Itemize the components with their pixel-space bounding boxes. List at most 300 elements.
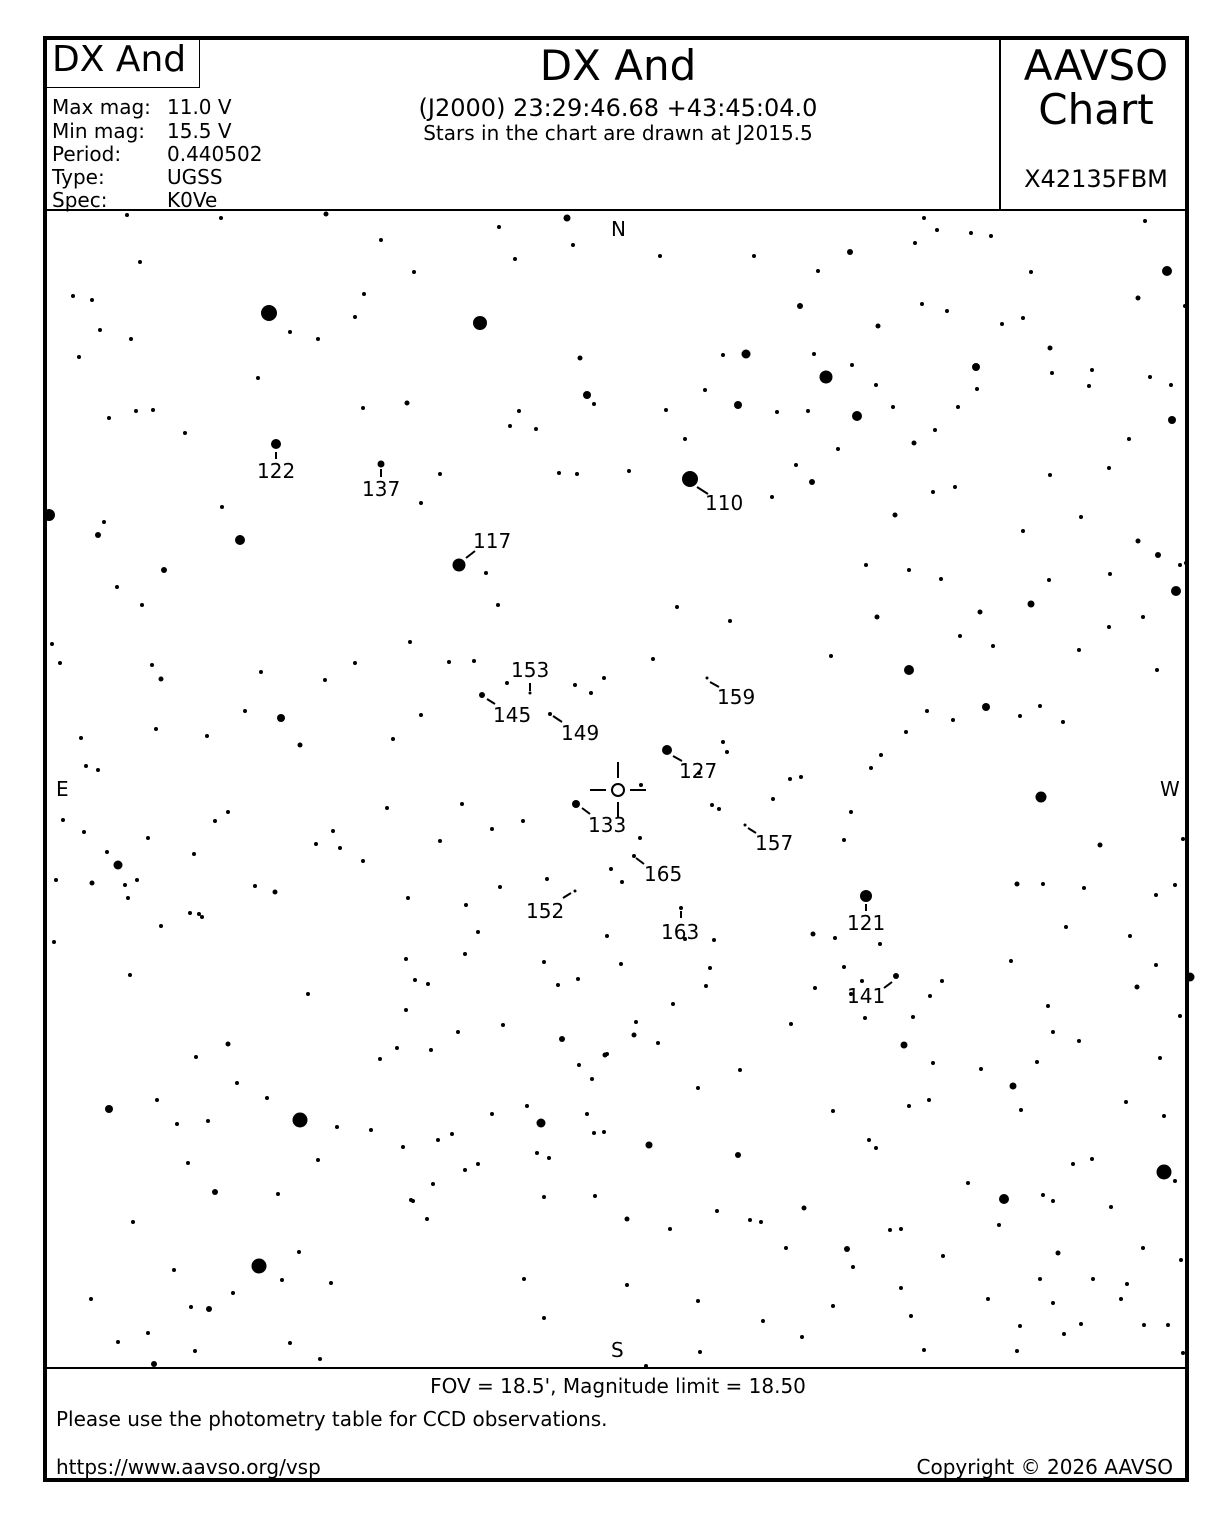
star-dot	[851, 1265, 855, 1269]
footer-note: Please use the photometry table for CCD observations.	[56, 1407, 608, 1431]
star-dot	[1035, 1060, 1039, 1064]
star-dot	[105, 850, 109, 854]
star-dot	[490, 827, 494, 831]
star-dot	[1000, 322, 1004, 326]
star-dot	[1079, 515, 1083, 519]
star-dot	[1181, 1351, 1185, 1355]
star-dot	[52, 940, 56, 944]
star-dot	[907, 568, 911, 572]
star-dot	[800, 1335, 804, 1339]
star-dot	[646, 1142, 653, 1149]
star-dot	[806, 409, 810, 413]
comparison-star-label: 121	[847, 911, 886, 935]
star-dot	[893, 513, 898, 518]
star-name: DX And	[52, 39, 187, 80]
star-dot	[1181, 837, 1185, 841]
star-dot	[632, 1033, 637, 1038]
star-dot	[842, 838, 846, 842]
star-dot	[602, 676, 606, 680]
star-dot	[212, 1189, 218, 1195]
star-dot	[473, 316, 487, 330]
star-dot	[1143, 219, 1147, 223]
star-dot	[460, 802, 464, 806]
star-dot	[1185, 241, 1189, 245]
star-dot	[696, 1299, 700, 1303]
star-dot	[708, 966, 712, 970]
star-dot	[256, 376, 260, 380]
star-dot	[125, 213, 129, 217]
star-dot	[1019, 1108, 1023, 1112]
star-dot	[1155, 552, 1161, 558]
star-dot	[809, 479, 815, 485]
star-dot	[1173, 883, 1177, 887]
star-dot	[734, 401, 742, 409]
star-dot	[140, 603, 144, 607]
star-dot	[194, 1055, 198, 1059]
star-dot	[1090, 368, 1094, 372]
star-dot	[656, 1041, 660, 1045]
star-dot	[1178, 563, 1182, 567]
star-dot	[271, 439, 281, 449]
star-dot	[679, 906, 683, 910]
star-dot	[498, 885, 502, 889]
star-dot	[43, 509, 55, 521]
star-dot	[1051, 1199, 1055, 1203]
star-dot	[200, 915, 204, 919]
star-dot	[1090, 1157, 1094, 1161]
star-dot	[1041, 882, 1045, 886]
star-dot	[542, 1195, 546, 1199]
star-dot	[1021, 316, 1025, 320]
star-dot	[797, 303, 803, 309]
star-dot	[253, 884, 257, 888]
star-dot	[105, 1105, 113, 1113]
star-dot	[593, 1194, 597, 1198]
star-dot	[922, 1348, 926, 1352]
star-dot	[668, 1227, 672, 1231]
star-dot	[738, 1068, 742, 1072]
star-dot	[651, 657, 655, 661]
star-dot	[909, 1314, 913, 1318]
star-dot	[306, 992, 310, 996]
star-dot	[744, 824, 747, 827]
star-dot	[1091, 1277, 1095, 1281]
star-dot	[683, 437, 687, 441]
star-dot	[1128, 934, 1132, 938]
star-dot	[966, 1181, 970, 1185]
star-dot	[338, 846, 342, 850]
star-dot	[521, 819, 525, 823]
star-dot	[1173, 1179, 1177, 1183]
star-dot	[335, 1125, 339, 1129]
star-dot	[813, 986, 817, 990]
star-dot	[928, 994, 932, 998]
star-dot	[1168, 416, 1176, 424]
chart-id: X42135FBM	[1024, 165, 1168, 193]
star-dot	[151, 1361, 157, 1367]
star-dot	[605, 1052, 609, 1056]
star-dot	[146, 836, 150, 840]
star-dot	[761, 1319, 765, 1323]
star-dot	[625, 1217, 630, 1222]
star-dot	[408, 640, 412, 644]
star-dot	[1009, 959, 1013, 963]
star-dot	[395, 1046, 399, 1050]
star-dot	[1047, 578, 1051, 582]
star-dot	[997, 1223, 1001, 1227]
star-dot	[1136, 539, 1141, 544]
star-dot	[874, 1146, 878, 1150]
comparison-labels	[257, 459, 885, 1008]
comparison-star-label: 159	[717, 685, 756, 709]
star-dot	[951, 718, 955, 722]
star-dot	[235, 1081, 239, 1085]
compass-east: E	[56, 777, 69, 801]
star-dot	[114, 861, 123, 870]
star-dot	[456, 1030, 460, 1034]
star-dot	[361, 406, 365, 410]
star-dot	[829, 654, 833, 658]
star-dot	[186, 1161, 190, 1165]
star-dot	[276, 1192, 280, 1196]
star-dot	[1038, 1277, 1042, 1281]
star-dot	[353, 661, 357, 665]
star-dot	[576, 977, 580, 981]
star-dot	[1109, 1205, 1113, 1209]
star-dot	[316, 1158, 320, 1162]
star-dot	[564, 215, 571, 222]
star-dot	[556, 983, 560, 987]
star-dot	[717, 807, 721, 811]
star-dot	[547, 1156, 551, 1160]
star-dot	[1171, 586, 1181, 596]
star-dot	[95, 532, 101, 538]
star-dot	[605, 934, 609, 938]
star-dot	[728, 619, 732, 623]
star-dot	[1028, 601, 1035, 608]
star-dot	[265, 1096, 269, 1100]
star-dot	[259, 670, 263, 674]
star-dot	[1050, 371, 1054, 375]
star-dot	[578, 356, 583, 361]
star-dot	[1056, 1251, 1061, 1256]
star-dot	[1048, 473, 1052, 477]
star-dot	[863, 1016, 867, 1020]
star-dot	[90, 298, 94, 302]
star-dot	[953, 485, 957, 489]
star-dot	[931, 490, 935, 494]
min-mag-label: Min mag:	[52, 119, 146, 143]
star-dot	[1124, 1100, 1128, 1104]
compass-south: S	[611, 1338, 624, 1362]
star-dot	[151, 408, 155, 412]
star-dot	[589, 691, 593, 695]
star-dot	[867, 1138, 871, 1142]
star-dot	[940, 979, 944, 983]
star-dot	[293, 1113, 308, 1128]
star-dot	[658, 254, 662, 258]
star-dot	[609, 867, 613, 871]
star-dot	[891, 405, 895, 409]
star-dot	[490, 1112, 494, 1116]
star-dot	[1062, 1332, 1066, 1336]
star-dot	[353, 315, 357, 319]
star-dot	[131, 1220, 135, 1224]
star-dot	[925, 709, 929, 713]
star-dot	[771, 797, 775, 801]
star-dot	[721, 353, 725, 357]
star-dot	[644, 1364, 648, 1368]
star-dot	[639, 783, 643, 787]
star-dot	[96, 768, 100, 772]
star-dot	[155, 1098, 159, 1102]
star-dot	[1119, 1297, 1123, 1301]
star-dot	[704, 984, 708, 988]
star-dot	[288, 1341, 292, 1345]
star-dot	[1029, 270, 1033, 274]
star-dot	[1169, 383, 1173, 387]
star-dot	[548, 712, 552, 716]
star-dot	[206, 1119, 210, 1123]
star-dot	[860, 979, 864, 983]
star-dot	[126, 896, 130, 900]
star-dot	[956, 405, 960, 409]
star-dot	[472, 659, 476, 663]
star-dot	[508, 424, 512, 428]
star-dot	[1162, 266, 1172, 276]
star-dot	[634, 1020, 638, 1024]
star-dot	[1021, 529, 1025, 533]
star-dot	[1142, 1323, 1146, 1327]
star-dot	[1041, 1193, 1045, 1197]
star-dot	[323, 678, 327, 682]
star-dot	[1179, 1258, 1183, 1262]
star-dot	[557, 471, 561, 475]
star-dot	[159, 677, 164, 682]
star-dot	[197, 912, 201, 916]
star-dot	[619, 962, 623, 966]
star-dot	[575, 472, 579, 476]
star-dot	[991, 644, 995, 648]
star-dot	[583, 391, 591, 399]
star-dot	[982, 703, 990, 711]
star-dot	[529, 692, 532, 695]
star-dot	[172, 1268, 176, 1272]
max-mag-value: 11.0 V	[167, 95, 232, 119]
star-dot	[419, 501, 423, 505]
comparison-star-label: 137	[362, 477, 401, 501]
star-dot	[710, 803, 714, 807]
chart-epoch-note: Stars in the chart are drawn at J2015.5	[423, 121, 813, 145]
star-dot	[1107, 625, 1111, 629]
star-dot	[907, 1104, 911, 1108]
star-dot	[1015, 1349, 1019, 1353]
star-dot	[849, 810, 853, 814]
star-dot	[50, 642, 54, 646]
footer-copyright: Copyright © 2026 AAVSO	[916, 1455, 1173, 1479]
star-dot	[625, 1283, 629, 1287]
star-dot	[453, 559, 466, 572]
star-dot	[1186, 973, 1195, 982]
compass-west: W	[1160, 777, 1180, 801]
star-dot	[1141, 1246, 1145, 1250]
star-dot	[436, 1138, 440, 1142]
star-dot	[496, 603, 500, 607]
star-dot	[438, 472, 442, 476]
star-dot	[1136, 296, 1141, 301]
star-dot	[816, 269, 820, 273]
star-dot	[989, 234, 993, 238]
star-dot	[115, 585, 119, 589]
star-dot	[675, 605, 679, 609]
star-dot	[128, 973, 132, 977]
star-dot	[277, 714, 285, 722]
star-dot	[280, 1278, 284, 1282]
star-dot	[90, 881, 95, 886]
type-label: Type:	[52, 165, 105, 189]
star-dot	[361, 859, 365, 863]
star-dot	[831, 1109, 835, 1113]
star-dot	[431, 1182, 435, 1186]
brand-chart: Chart	[1038, 85, 1154, 134]
star-dot	[61, 818, 65, 822]
star-dot	[542, 1316, 546, 1320]
brand-aavso: AAVSO	[1023, 41, 1169, 90]
target-marker	[590, 762, 646, 818]
star-dot	[1082, 886, 1086, 890]
star-dot	[426, 982, 430, 986]
star-dot	[1157, 1165, 1172, 1180]
star-dot	[450, 1132, 454, 1136]
star-dot	[243, 709, 247, 713]
star-dot	[1154, 963, 1158, 967]
star-dot	[413, 978, 417, 982]
chart-coordinates: (J2000) 23:29:46.68 +43:45:04.0	[418, 94, 818, 122]
star-dot	[775, 410, 779, 414]
star-dot	[134, 409, 138, 413]
star-dot	[1018, 714, 1022, 718]
star-dot	[135, 878, 139, 882]
star-dot	[696, 1086, 700, 1090]
star-dot	[590, 1077, 594, 1081]
star-dot	[464, 903, 468, 907]
star-dot	[572, 800, 580, 808]
star-dot	[58, 661, 62, 665]
star-dot	[842, 965, 846, 969]
star-dot	[904, 665, 914, 675]
star-dot	[1071, 1162, 1075, 1166]
star-dot	[899, 1286, 903, 1290]
star-dot	[836, 447, 840, 451]
star-dot	[497, 225, 501, 229]
star-dot	[188, 911, 192, 915]
star-dot	[183, 431, 187, 435]
star-dot	[879, 753, 883, 757]
star-dot	[986, 1297, 990, 1301]
star-dot	[479, 692, 485, 698]
comparison-leaders	[276, 452, 892, 988]
star-dot	[638, 836, 642, 840]
star-dot	[192, 852, 196, 856]
star-dot	[513, 257, 517, 261]
star-dot	[537, 1119, 546, 1128]
star-dot	[213, 819, 217, 823]
star-dot	[735, 1152, 741, 1158]
star-dot	[116, 1340, 120, 1344]
star-dot	[888, 1228, 892, 1232]
star-dot	[1135, 985, 1140, 990]
star-dot	[577, 1063, 581, 1067]
star-dot	[154, 727, 158, 731]
star-dot	[318, 1357, 322, 1361]
star-dot	[770, 495, 774, 499]
star-dot	[999, 1194, 1009, 1204]
star-dot	[226, 810, 230, 814]
star-dot	[1077, 648, 1081, 652]
star-dot	[1127, 437, 1131, 441]
star-dot	[574, 890, 577, 893]
star-dot	[1051, 1301, 1055, 1305]
star-dot	[501, 1023, 505, 1027]
star-dot	[525, 1104, 529, 1108]
star-dot	[703, 388, 707, 392]
star-dot	[419, 713, 423, 717]
star-dot	[82, 830, 86, 834]
star-dot	[759, 1220, 763, 1224]
star-dot	[1064, 925, 1068, 929]
star-dot	[1018, 1324, 1022, 1328]
star-dot	[664, 408, 668, 412]
footer-url[interactable]: https://www.aavso.org/vsp	[56, 1455, 321, 1479]
period-label: Period:	[52, 142, 122, 166]
comparison-star-label: 165	[644, 862, 683, 886]
star-dot	[159, 924, 163, 928]
star-dot	[1154, 893, 1158, 897]
star-dot	[969, 231, 973, 235]
star-dot	[874, 383, 878, 387]
comparison-star-label: 122	[257, 459, 296, 483]
star-dot	[573, 683, 577, 687]
star-dot	[833, 936, 837, 940]
star-dot	[412, 270, 416, 274]
star-dot	[235, 535, 245, 545]
star-dot	[911, 1015, 915, 1019]
star-dot	[662, 745, 672, 755]
star-dot	[671, 1002, 675, 1006]
star-dot	[571, 243, 575, 247]
star-dot	[931, 1061, 935, 1065]
star-dot	[231, 1291, 235, 1295]
star-dot	[391, 737, 395, 741]
star-dot	[1048, 346, 1053, 351]
star-dot	[205, 734, 209, 738]
star-dot	[748, 1218, 752, 1222]
star-dot	[620, 880, 624, 884]
star-dot	[1036, 792, 1047, 803]
compass-north: N	[611, 217, 626, 241]
star-dot	[715, 1209, 719, 1213]
star-dot	[162, 568, 166, 572]
star-dot	[632, 854, 636, 858]
star-dot	[725, 750, 729, 754]
comparison-star-label: 163	[661, 920, 700, 944]
star-dot	[939, 577, 943, 581]
star-dot	[592, 1131, 596, 1135]
star-dot	[682, 471, 698, 487]
star-dot	[878, 942, 882, 946]
comparison-star-label: 153	[511, 658, 550, 682]
comparison-star-label: 145	[493, 703, 532, 727]
